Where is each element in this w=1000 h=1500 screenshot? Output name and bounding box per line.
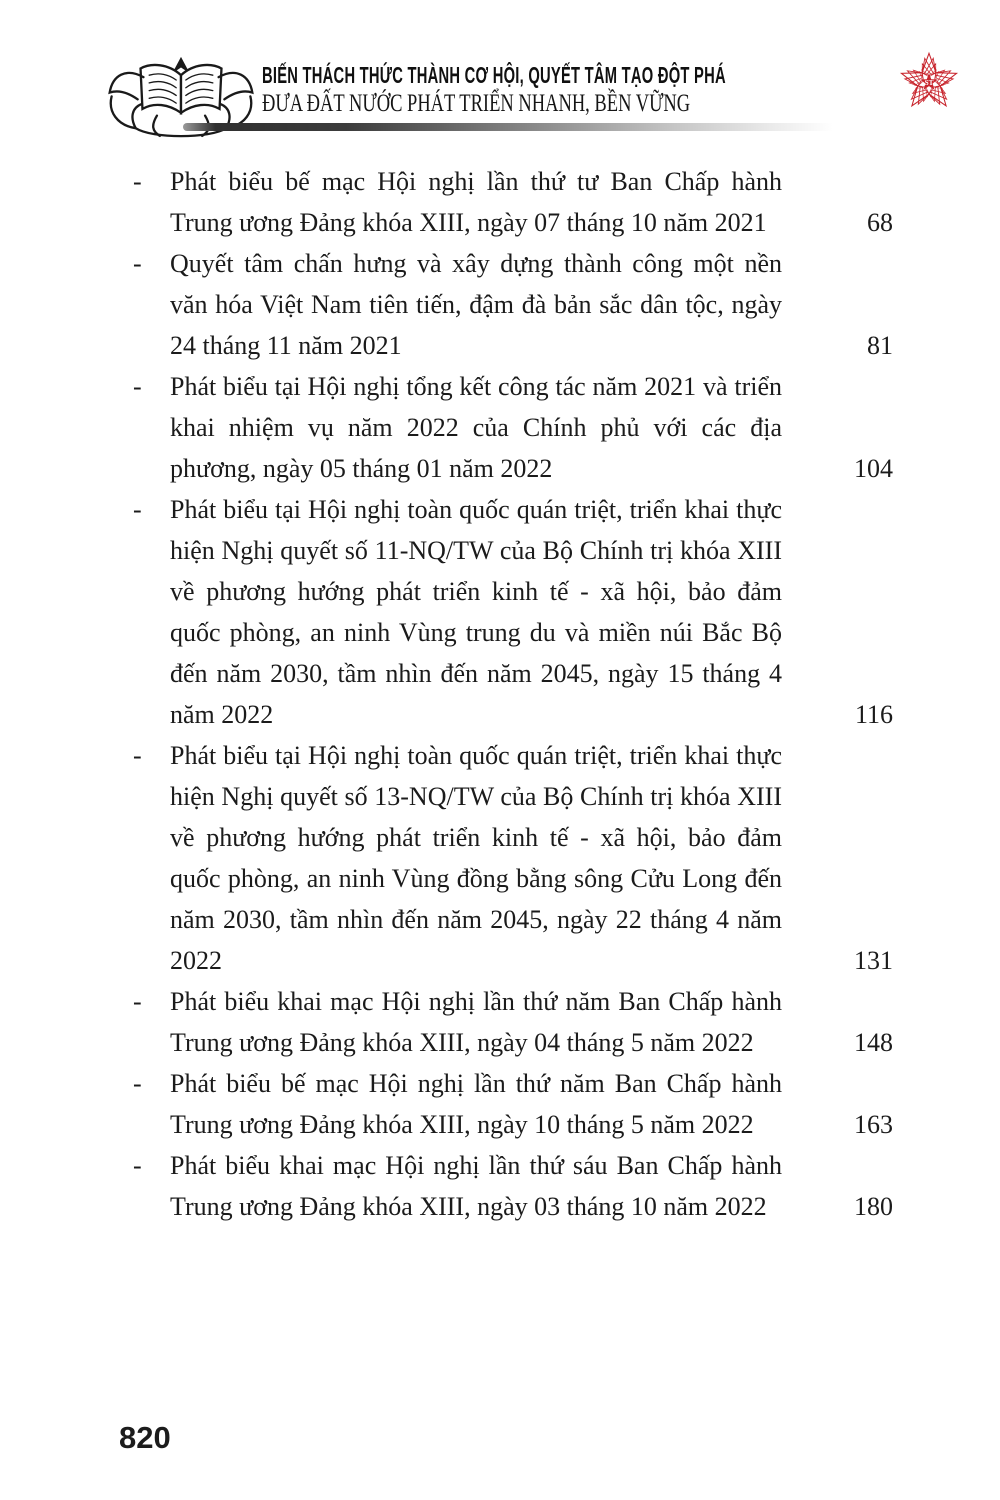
entry-dash: - [133, 372, 142, 401]
red-star-burst-icon [896, 48, 962, 114]
toc-entry [133, 161, 893, 243]
entry-dash: - [133, 987, 142, 1016]
header-gradient-rule [183, 123, 833, 131]
header-title-line2: ĐƯA ĐẤT NƯỚC PHÁT TRIỂN NHANH, BỀN VỮNG [262, 90, 691, 117]
folio-page-number: 820 [119, 1420, 171, 1455]
entry-dash: - [133, 249, 142, 278]
entry-text: Phát biểu khai mạc Hội nghị lần thứ sáu Ban Chấp hành Trung ương Đảng khóa XIII, ngày 03 tháng 10 năm 2022 [170, 1151, 782, 1221]
entry-page-number: 81 [867, 331, 893, 360]
entry-text: Phát biểu khai mạc Hội nghị lần thứ năm Ban Chấp hành Trung ương Đảng khóa XIII, ngày 04 tháng 5 năm 2022 [170, 987, 782, 1057]
toc-entry [133, 1145, 893, 1227]
entry-page-number: 116 [854, 700, 893, 729]
lotus-open-book-icon [106, 54, 256, 160]
entry-dash: - [133, 1151, 142, 1180]
toc-entry [133, 243, 893, 366]
entry-dash: - [133, 741, 142, 770]
entry-text: Quyết tâm chấn hưng và xây dựng thành công một nền văn hóa Việt Nam tiên tiến, đậm đà bản sắc dân tộc, ngày 24 tháng 11 năm 2021 [170, 249, 782, 360]
toc-entry [133, 489, 893, 735]
toc-entry [133, 981, 893, 1063]
entry-text: Phát biểu bế mạc Hội nghị lần thứ năm Ban Chấp hành Trung ương Đảng khóa XIII, ngày 10 tháng 5 năm 2022 [170, 1069, 782, 1139]
toc-entry [133, 735, 893, 981]
entry-page-number: 163 [854, 1110, 893, 1139]
toc-list [133, 161, 893, 1227]
toc-entry [133, 366, 893, 489]
entry-dash: - [133, 167, 142, 196]
entry-dash: - [133, 1069, 142, 1098]
entry-page-number: 131 [854, 946, 893, 975]
entry-text: Phát biểu tại Hội nghị toàn quốc quán triệt, triển khai thực hiện Nghị quyết số 11-NQ/TW của Bộ Chính trị khóa XIII về phương hướng phát triển kinh tế - xã hội, bảo đảm quốc phòng, an ninh Vùng trung du và miền núi Bắc Bộ đến năm 2030, tầm nhìn đến năm 2045, ngày 15 tháng 4 năm 2022 [170, 495, 782, 729]
entry-page-number: 104 [854, 454, 893, 483]
entry-text: Phát biểu tại Hội nghị tổng kết công tác năm 2021 và triển khai nhiệm vụ năm 2022 của Chính phủ với các địa phương, ngày 05 tháng 01 năm 2022 [170, 372, 782, 483]
entry-page-number: 68 [867, 208, 893, 237]
emblem-monogram: ST [924, 78, 934, 87]
entry-dash: - [133, 495, 142, 524]
toc-entry [133, 1063, 893, 1145]
entry-text: Phát biểu tại Hội nghị toàn quốc quán triệt, triển khai thực hiện Nghị quyết số 13-NQ/TW của Bộ Chính trị khóa XIII về phương hướng phát triển kinh tế - xã hội, bảo đảm quốc phòng, an ninh Vùng đồng bằng sông Cửu Long đến năm 2030, tầm nhìn đến năm 2045, ngày 22 tháng 4 năm 2022 [170, 741, 782, 975]
entry-page-number: 148 [854, 1028, 893, 1057]
entry-page-number: 180 [854, 1192, 893, 1221]
header-title-line1: BIẾN THÁCH THỨC THÀNH CƠ HỘI, QUYẾT TÂM TẠO ĐỘT PHÁ [262, 62, 726, 88]
entry-text: Phát biểu bế mạc Hội nghị lần thứ tư Ban Chấp hành Trung ương Đảng khóa XIII, ngày 07 tháng 10 năm 2021 [170, 167, 782, 237]
